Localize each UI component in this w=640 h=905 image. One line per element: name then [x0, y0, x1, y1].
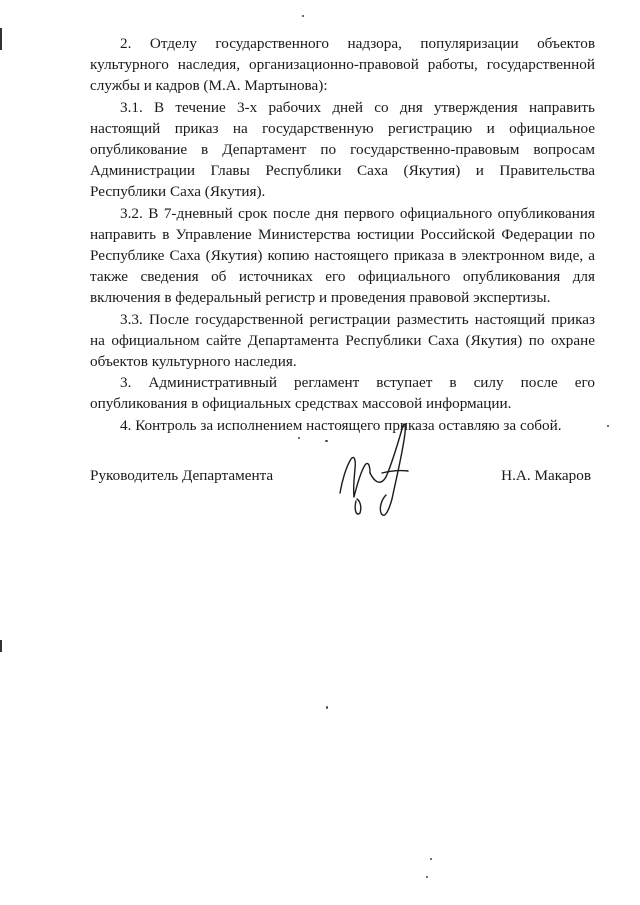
scan-speck — [430, 858, 432, 860]
signatory-name: Н.А. Макаров — [501, 467, 591, 484]
paragraph-3-3: 3.3. После государственной регистрации разместить настоящий приказ на официальном сайте Департамента Республики Саха (Якутия) по охране объектов культурного наследия. — [90, 310, 595, 371]
handwritten-signature — [330, 415, 412, 523]
scan-speck — [426, 876, 428, 878]
scan-speck — [607, 425, 609, 427]
paragraph-2: 2. Отделу государственного надзора, популяризации объектов культурного наследия, организационно-правовой работы, государственной службы и кадров (М.А. Мартынова): — [90, 35, 595, 95]
paragraph-3: 3. Административный регламент вступает в силу после его опубликования в официальных средствах массовой информации. — [90, 374, 595, 413]
signatory-title: Руководитель Департамента — [90, 467, 274, 484]
scan-speck — [326, 706, 328, 709]
document-body — [90, 33, 595, 436]
paragraph-3-2: 3.2. В 7-дневный срок после дня первого официального опубликования направить в Управление Министерства юстиции Российской Федерации по Республике Саха (Якутия) копию настоящего приказа в электронном виде, а также сведения об источниках его официального опубликования для включения в федеральный регистр и проведения правовой экспертизы. — [90, 204, 595, 307]
paragraph-3-1: 3.1. В течение 3-х рабочих дней со дня утверждения направить настоящий приказ на государственную регистрацию и официальное опубликование в Департамент по государственно-правовым вопросам Администрации Главы Республики Саха (Якутия) и Правительства Республики Саха (Якутия). — [90, 98, 595, 201]
scan-edge-mark — [0, 28, 2, 50]
scan-speck — [325, 440, 328, 442]
scan-edge-mark — [0, 640, 2, 652]
scan-speck — [298, 437, 300, 439]
scan-speck — [302, 15, 304, 17]
paragraph-4: 4. Контроль за исполнением настоящего приказа оставляю за собой. — [120, 416, 562, 434]
